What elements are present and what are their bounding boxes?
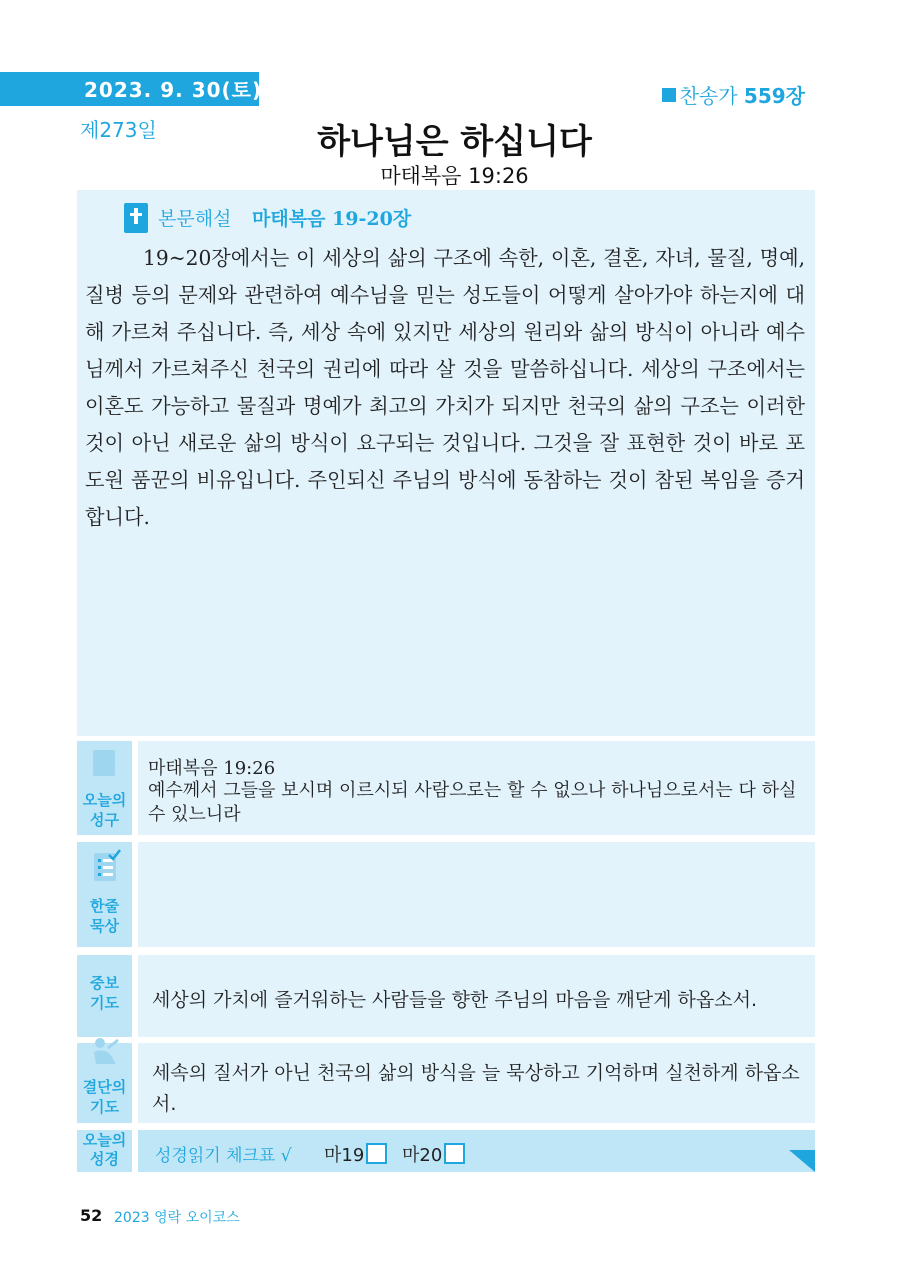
reading-label-line2: 성경	[90, 1150, 119, 1168]
hymn-number: 559장	[743, 84, 805, 108]
page-number: 52	[80, 1206, 103, 1225]
checkbox[interactable]	[366, 1143, 387, 1164]
explanation-book: 마태복음 19-20장	[252, 208, 412, 230]
verse-label	[77, 790, 132, 830]
verse-text: 예수께서 그들을 보시며 이르시되 사람으로는 할 수 없으나 하나님으로서는 다 하실 수 있느니라	[148, 780, 797, 825]
verse-label-line1: 오늘의	[82, 791, 127, 809]
reading-item-matthew-19[interactable]	[324, 1141, 387, 1167]
prayer-label	[77, 973, 132, 1013]
prayer-label-line1: 중보	[90, 974, 119, 992]
checklist-label: 성경읽기 체크표 √	[155, 1146, 292, 1166]
verse-reference: 마태복음 19:26	[148, 758, 276, 779]
resolution-label-line1: 결단의	[82, 1078, 127, 1096]
reading-item-label: 마19	[324, 1145, 365, 1166]
reading-label-line1: 오늘의	[82, 1131, 127, 1149]
meditation-panel[interactable]	[138, 842, 815, 947]
resolution-label	[77, 1077, 132, 1117]
corner-triangle-decoration	[789, 1150, 815, 1172]
resolution-text: 세속의 질서가 아닌 천국의 삶의 방식을 늘 묵상하고 기억하며 실천하게 하옵소서.	[152, 1062, 800, 1115]
bible-icon	[93, 750, 115, 776]
scripture-reference: 마태복음 19:26	[380, 164, 529, 188]
resolution-label-line2: 기도	[90, 1098, 119, 1116]
explanation-body: 19~20장에서는 이 세상의 삶의 구조에 속한, 이혼, 결혼, 자녀, 물질, 명예, 질병 등의 문제와 관련하여 예수님을 믿는 성도들이 어떻게 살아가야 하는지에 대해 가르쳐 주십니다. 즉, 세상 속에 있지만 세상의 원리와 삶의 방식이 아니라 예수님께서 가르쳐주신 천국의 권리에 따라 살 것을 말씀하십니다. 세상의 구조에서는 이혼도 가능하고 물질과 명예가 최고의 가치가 되지만 천국의 삶의 구조는 이러한 것이 아닌 새로운 삶의 방식이 요구되는 것입니다. 그것을 잘 표현한 것이 바로 포도원 품꾼의 비유입니다. 주인되신 주님의 방식에 동참하는 것이 참된 복임을 증거합니다.	[85, 246, 805, 529]
praying-person-icon	[90, 1036, 122, 1068]
reading-item-label: 마20	[402, 1145, 443, 1166]
checklist-icon	[91, 849, 121, 883]
prayer-label-line2: 기도	[90, 994, 119, 1012]
page-title: 하나님은 하십니다	[317, 122, 592, 162]
reading-item-matthew-20[interactable]	[402, 1141, 465, 1167]
verse-label-line2: 성구	[90, 811, 119, 829]
reading-label	[77, 1131, 132, 1169]
explanation-label: 본문해설	[158, 208, 232, 230]
date-text: 2023. 9. 30(토)	[84, 78, 263, 102]
publication-title: 2023 영락 오이코스	[114, 1210, 240, 1226]
checkbox[interactable]	[444, 1143, 465, 1164]
meditation-label-line1: 한줄	[90, 897, 119, 915]
square-bullet-icon	[662, 88, 676, 102]
bible-icon	[124, 203, 148, 233]
day-count-label: 제273일	[80, 118, 157, 142]
meditation-label-line2: 묵상	[90, 917, 119, 935]
meditation-label	[77, 896, 132, 936]
prayer-text: 세상의 가치에 즐거워하는 사람들을 향한 주님의 마음을 깨닫게 하옵소서.	[152, 989, 757, 1011]
hymn-reference	[662, 80, 805, 109]
hymn-prefix: 찬송가	[679, 84, 738, 108]
